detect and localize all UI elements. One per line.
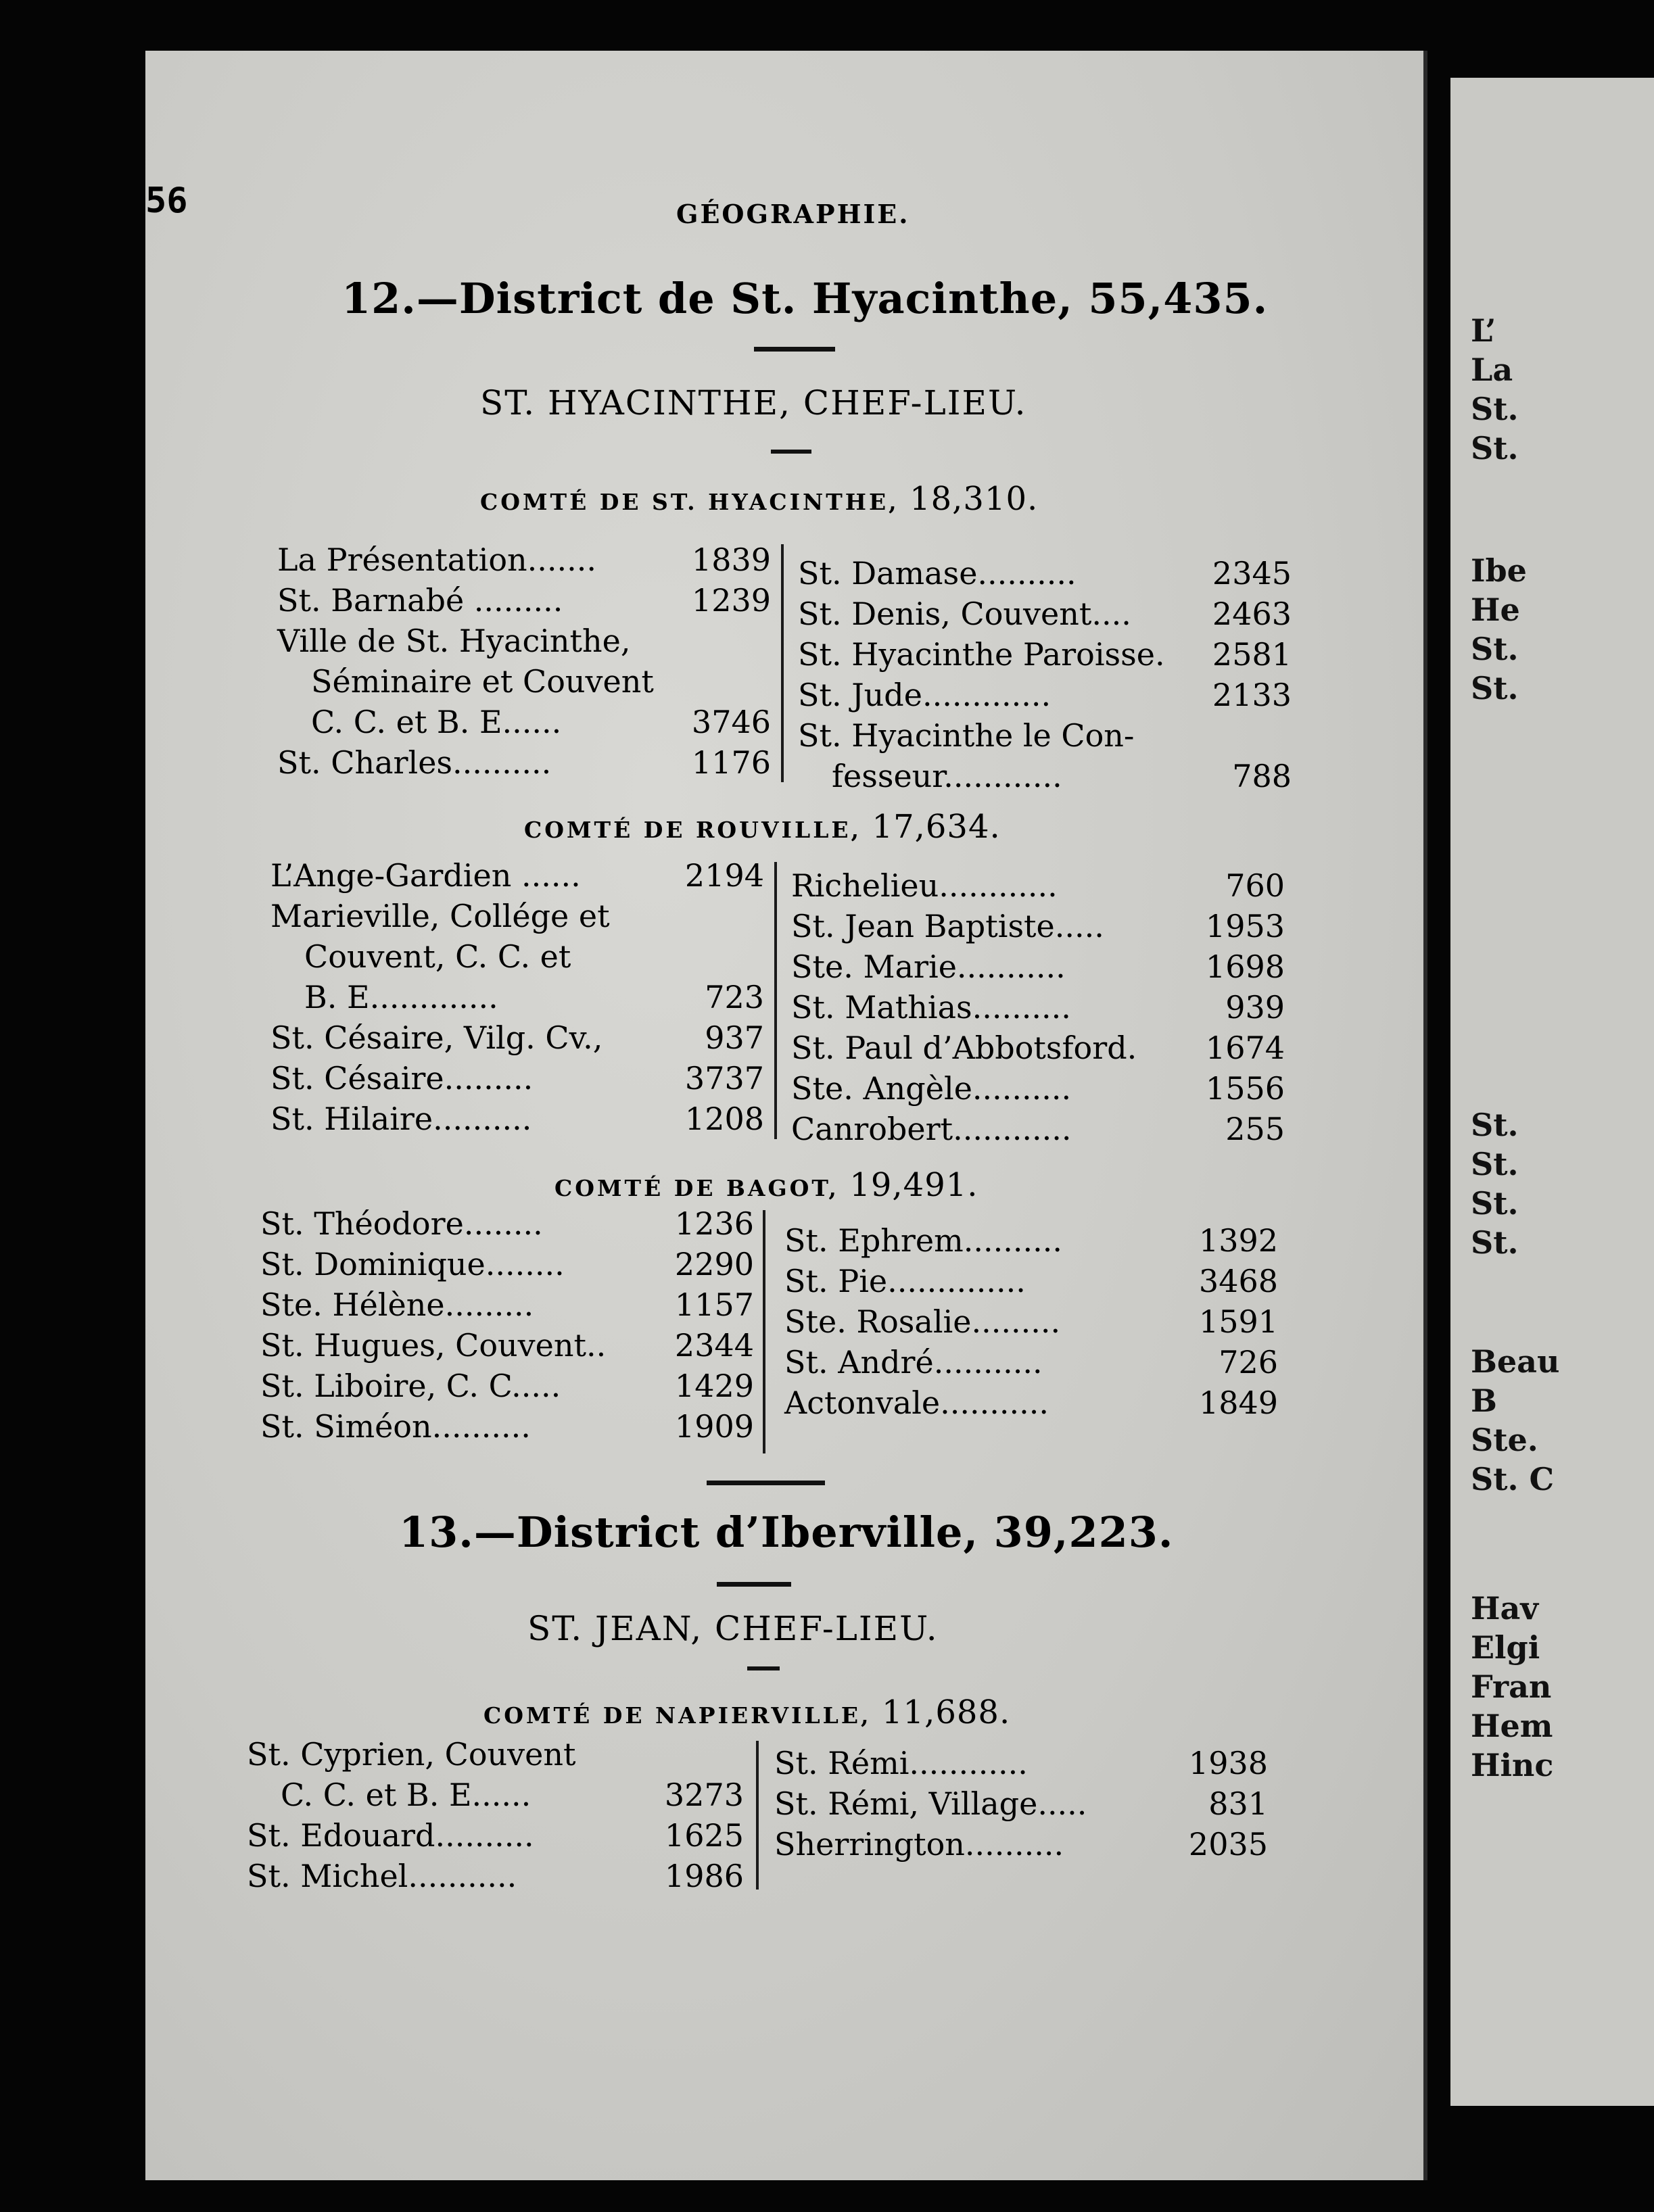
column-divider xyxy=(774,862,777,1139)
right-page-fragment xyxy=(1450,78,1654,2106)
county-1-right-column xyxy=(791,865,1285,1149)
population-value: 3273 xyxy=(664,1777,744,1813)
divider-short xyxy=(747,1666,780,1670)
population-value: 1176 xyxy=(691,744,771,781)
population-value: 1938 xyxy=(1188,1745,1268,1781)
district-12-title: 12.—District de St. Hyacinthe, 55,435. xyxy=(341,274,1269,323)
county-heading-napierville xyxy=(483,1693,1010,1731)
list-item xyxy=(791,865,1285,906)
parish-name: Ste. Rosalie......... xyxy=(784,1303,1061,1340)
list-item xyxy=(270,977,764,1017)
fragment-text: La xyxy=(1471,352,1513,388)
county-heading-st-hyacinthe xyxy=(480,480,1038,518)
parish-name: Ste. Hélène......... xyxy=(260,1287,534,1323)
fragment-text: B xyxy=(1471,1382,1497,1419)
parish-name: St. Edouard.......... xyxy=(247,1817,534,1854)
county-3-right-column xyxy=(774,1743,1268,1865)
population-value: 2194 xyxy=(684,857,764,894)
list-item xyxy=(247,1856,744,1896)
parish-name: fesseur............ xyxy=(832,758,1062,794)
list-item xyxy=(277,702,771,742)
population-value: 2290 xyxy=(674,1246,754,1282)
parish-name: Séminaire et Couvent xyxy=(311,663,654,700)
list-item xyxy=(260,1366,754,1406)
list-item xyxy=(270,1099,764,1139)
list-item xyxy=(791,1068,1285,1109)
parish-name: St. Siméon.......... xyxy=(260,1408,531,1445)
population-value: 831 xyxy=(1208,1785,1268,1822)
list-item xyxy=(791,1028,1285,1068)
list-item xyxy=(277,621,771,661)
population-value: 1236 xyxy=(674,1205,754,1242)
population-value: 1392 xyxy=(1198,1222,1278,1259)
parish-name: Sherrington.......... xyxy=(774,1826,1064,1862)
running-title: GÉOGRAPHIE. xyxy=(676,199,910,229)
list-item xyxy=(277,742,771,783)
county-population: 19,491. xyxy=(849,1166,978,1204)
parish-name: St. Mathias.......... xyxy=(791,989,1071,1026)
list-item xyxy=(247,1775,744,1815)
parish-name: St. Charles.......... xyxy=(277,744,552,781)
population-value: 1157 xyxy=(674,1287,754,1323)
parish-name: St. Césaire......... xyxy=(270,1060,534,1097)
district-13-title: 13.—District d’Iberville, 39,223. xyxy=(399,1508,1174,1557)
fragment-text: St. xyxy=(1471,631,1519,667)
parish-name: St. Damase.......... xyxy=(798,555,1077,592)
fragment-text: Elgi xyxy=(1471,1629,1540,1666)
list-item xyxy=(774,1783,1268,1824)
fragment-text: L’ xyxy=(1471,312,1496,349)
parish-name: St. Dominique........ xyxy=(260,1246,565,1282)
parish-name: Couvent, C. C. et xyxy=(304,938,571,975)
county-1-left-column xyxy=(270,855,764,1139)
population-value: 1239 xyxy=(691,582,771,619)
parish-name: St. Jean Baptiste..... xyxy=(791,908,1104,944)
list-item xyxy=(791,1109,1285,1149)
fragment-text: Ste. xyxy=(1471,1422,1538,1458)
county-0-right-column xyxy=(798,553,1292,796)
fragment-text: St. xyxy=(1471,670,1519,706)
fragment-text: St. xyxy=(1471,430,1519,466)
county-heading-rouville xyxy=(524,808,1001,846)
county-name: COMTÉ DE ST. HYACINTHE, xyxy=(480,489,899,515)
parish-name: St. Hyacinthe le Con- xyxy=(798,717,1135,754)
parish-name: St. Césaire, Vilg. Cv., xyxy=(270,1019,603,1056)
population-value: 2345 xyxy=(1212,555,1292,592)
list-item xyxy=(798,715,1292,756)
parish-name: St. André........... xyxy=(784,1344,1043,1380)
divider xyxy=(717,1582,791,1587)
parish-name: Marieville, Collége et xyxy=(270,898,610,934)
population-value: 2581 xyxy=(1212,636,1292,673)
parish-name: St. Jude............. xyxy=(798,677,1052,713)
divider xyxy=(754,347,835,352)
parish-name: Ville de St. Hyacinthe, xyxy=(277,623,631,659)
column-divider xyxy=(763,1210,765,1453)
fragment-text: Hem xyxy=(1471,1708,1553,1744)
right-fragment-top xyxy=(1471,311,1518,468)
column-divider xyxy=(781,544,784,782)
list-item xyxy=(277,539,771,580)
population-value: 3468 xyxy=(1198,1263,1278,1299)
population-value: 1909 xyxy=(674,1408,754,1445)
district-13-chef-lieu: ST. JEAN, CHEF-LIEU. xyxy=(527,1609,939,1648)
county-population: 11,688. xyxy=(882,1693,1011,1731)
fragment-text: St. xyxy=(1471,1185,1519,1222)
list-item xyxy=(784,1301,1278,1342)
fragment-text: St. xyxy=(1471,1107,1519,1143)
fragment-text: Beau xyxy=(1471,1343,1560,1380)
list-item xyxy=(784,1261,1278,1301)
fragment-text: Ibe xyxy=(1471,552,1527,589)
county-2-left-column xyxy=(260,1203,754,1447)
parish-name: Richelieu............ xyxy=(791,867,1058,904)
population-value: 760 xyxy=(1225,867,1285,904)
county-population: 17,634. xyxy=(872,808,1001,846)
population-value: 788 xyxy=(1232,758,1292,794)
list-item xyxy=(791,906,1285,946)
county-0-left-column xyxy=(277,539,771,783)
county-name: COMTÉ DE ROUVILLE, xyxy=(524,817,862,843)
parish-name: St. Pie.............. xyxy=(784,1263,1026,1299)
population-value: 1625 xyxy=(664,1817,744,1854)
list-item xyxy=(784,1342,1278,1382)
fragment-text: St. xyxy=(1471,1146,1519,1182)
list-item xyxy=(774,1743,1268,1783)
population-value: 937 xyxy=(705,1019,764,1056)
list-item xyxy=(270,1017,764,1058)
fragment-text: Hav xyxy=(1471,1590,1538,1627)
population-value: 723 xyxy=(705,979,764,1015)
population-value: 1208 xyxy=(684,1101,764,1137)
list-item xyxy=(798,634,1292,675)
parish-name: Actonvale........... xyxy=(784,1385,1049,1421)
list-item xyxy=(791,987,1285,1028)
right-fragment-bottom1 xyxy=(1471,1342,1559,1499)
fragment-text: St. xyxy=(1471,1224,1519,1261)
population-value: 1698 xyxy=(1205,948,1285,985)
population-value: 2344 xyxy=(674,1327,754,1364)
list-item xyxy=(798,594,1292,634)
list-item xyxy=(798,553,1292,594)
population-value: 3746 xyxy=(691,704,771,740)
list-item xyxy=(277,661,771,702)
parish-name: La Présentation....... xyxy=(277,542,596,578)
list-item xyxy=(260,1244,754,1284)
parish-name: St. Michel........... xyxy=(247,1858,517,1894)
parish-name: St. Rémi, Village..... xyxy=(774,1785,1087,1822)
county-name: COMTÉ DE NAPIERVILLE, xyxy=(483,1702,872,1729)
population-value: 726 xyxy=(1219,1344,1278,1380)
list-item xyxy=(260,1284,754,1325)
county-heading-bagot xyxy=(554,1166,978,1204)
parish-name: St. Cyprien, Couvent xyxy=(247,1736,576,1773)
population-value: 939 xyxy=(1225,989,1285,1026)
parish-name: St. Hilaire.......... xyxy=(270,1101,532,1137)
list-item xyxy=(260,1406,754,1447)
list-item xyxy=(270,1058,764,1099)
population-value: 1556 xyxy=(1205,1070,1285,1107)
list-item xyxy=(270,855,764,896)
population-value: 2035 xyxy=(1188,1826,1268,1862)
parish-name: St. Barnabé ......... xyxy=(277,582,563,619)
population-value: 2133 xyxy=(1212,677,1292,713)
county-name: COMTÉ DE BAGOT, xyxy=(554,1175,839,1201)
right-fragment-mid xyxy=(1471,551,1527,708)
fragment-text: Fran xyxy=(1471,1668,1552,1705)
list-item xyxy=(784,1382,1278,1423)
parish-name: L’Ange-Gardien ...... xyxy=(270,857,581,894)
population-value: 1429 xyxy=(674,1368,754,1404)
fragment-text: Hinc xyxy=(1471,1747,1554,1783)
population-value: 3737 xyxy=(684,1060,764,1097)
fragment-text: St. C xyxy=(1471,1461,1555,1497)
list-item xyxy=(270,936,764,977)
parish-name: C. C. et B. E...... xyxy=(311,704,562,740)
population-value: 1674 xyxy=(1205,1030,1285,1066)
list-item xyxy=(270,896,764,936)
column-divider xyxy=(756,1741,759,1890)
divider-short xyxy=(771,450,811,454)
population-value: 1986 xyxy=(664,1858,744,1894)
fragment-text: St. xyxy=(1471,391,1519,427)
list-item xyxy=(247,1734,744,1775)
parish-name: St. Hyacinthe Paroisse. xyxy=(798,636,1165,673)
population-value: 255 xyxy=(1225,1111,1285,1147)
county-3-left-column xyxy=(247,1734,744,1896)
population-value: 1849 xyxy=(1198,1385,1278,1421)
list-item xyxy=(774,1824,1268,1865)
parish-name: St. Ephrem.......... xyxy=(784,1222,1062,1259)
population-value: 1839 xyxy=(691,542,771,578)
parish-name: B. E............. xyxy=(304,979,498,1015)
parish-name: Ste. Angèle.......... xyxy=(791,1070,1072,1107)
parish-name: St. Denis, Couvent.... xyxy=(798,596,1131,632)
population-value: 1953 xyxy=(1205,908,1285,944)
list-item xyxy=(791,946,1285,987)
list-item xyxy=(798,675,1292,715)
parish-name: St. Hugues, Couvent.. xyxy=(260,1327,607,1364)
list-item xyxy=(798,756,1292,796)
list-item xyxy=(247,1815,744,1856)
county-population: 18,310. xyxy=(909,480,1039,518)
parish-name: St. Rémi............ xyxy=(774,1745,1028,1781)
parish-name: St. Liboire, C. C..... xyxy=(260,1368,561,1404)
district-12-chef-lieu: ST. HYACINTHE, CHEF-LIEU. xyxy=(480,383,1027,423)
parish-name: St. Théodore........ xyxy=(260,1205,543,1242)
parish-name: C. C. et B. E...... xyxy=(281,1777,531,1813)
parish-name: St. Paul d’Abbotsford. xyxy=(791,1030,1137,1066)
list-item xyxy=(784,1220,1278,1261)
list-item xyxy=(277,580,771,621)
page-number: 56 xyxy=(145,181,188,221)
list-item xyxy=(260,1325,754,1366)
parish-name: Canrobert............ xyxy=(791,1111,1072,1147)
county-2-right-column xyxy=(784,1220,1278,1423)
fragment-text: He xyxy=(1471,592,1520,628)
divider-long xyxy=(707,1481,825,1485)
population-value: 2463 xyxy=(1212,596,1292,632)
right-fragment-lower xyxy=(1471,1105,1518,1262)
parish-name: Ste. Marie........... xyxy=(791,948,1066,985)
list-item xyxy=(260,1203,754,1244)
right-fragment-bottom2 xyxy=(1471,1589,1553,1785)
population-value: 1591 xyxy=(1198,1303,1278,1340)
